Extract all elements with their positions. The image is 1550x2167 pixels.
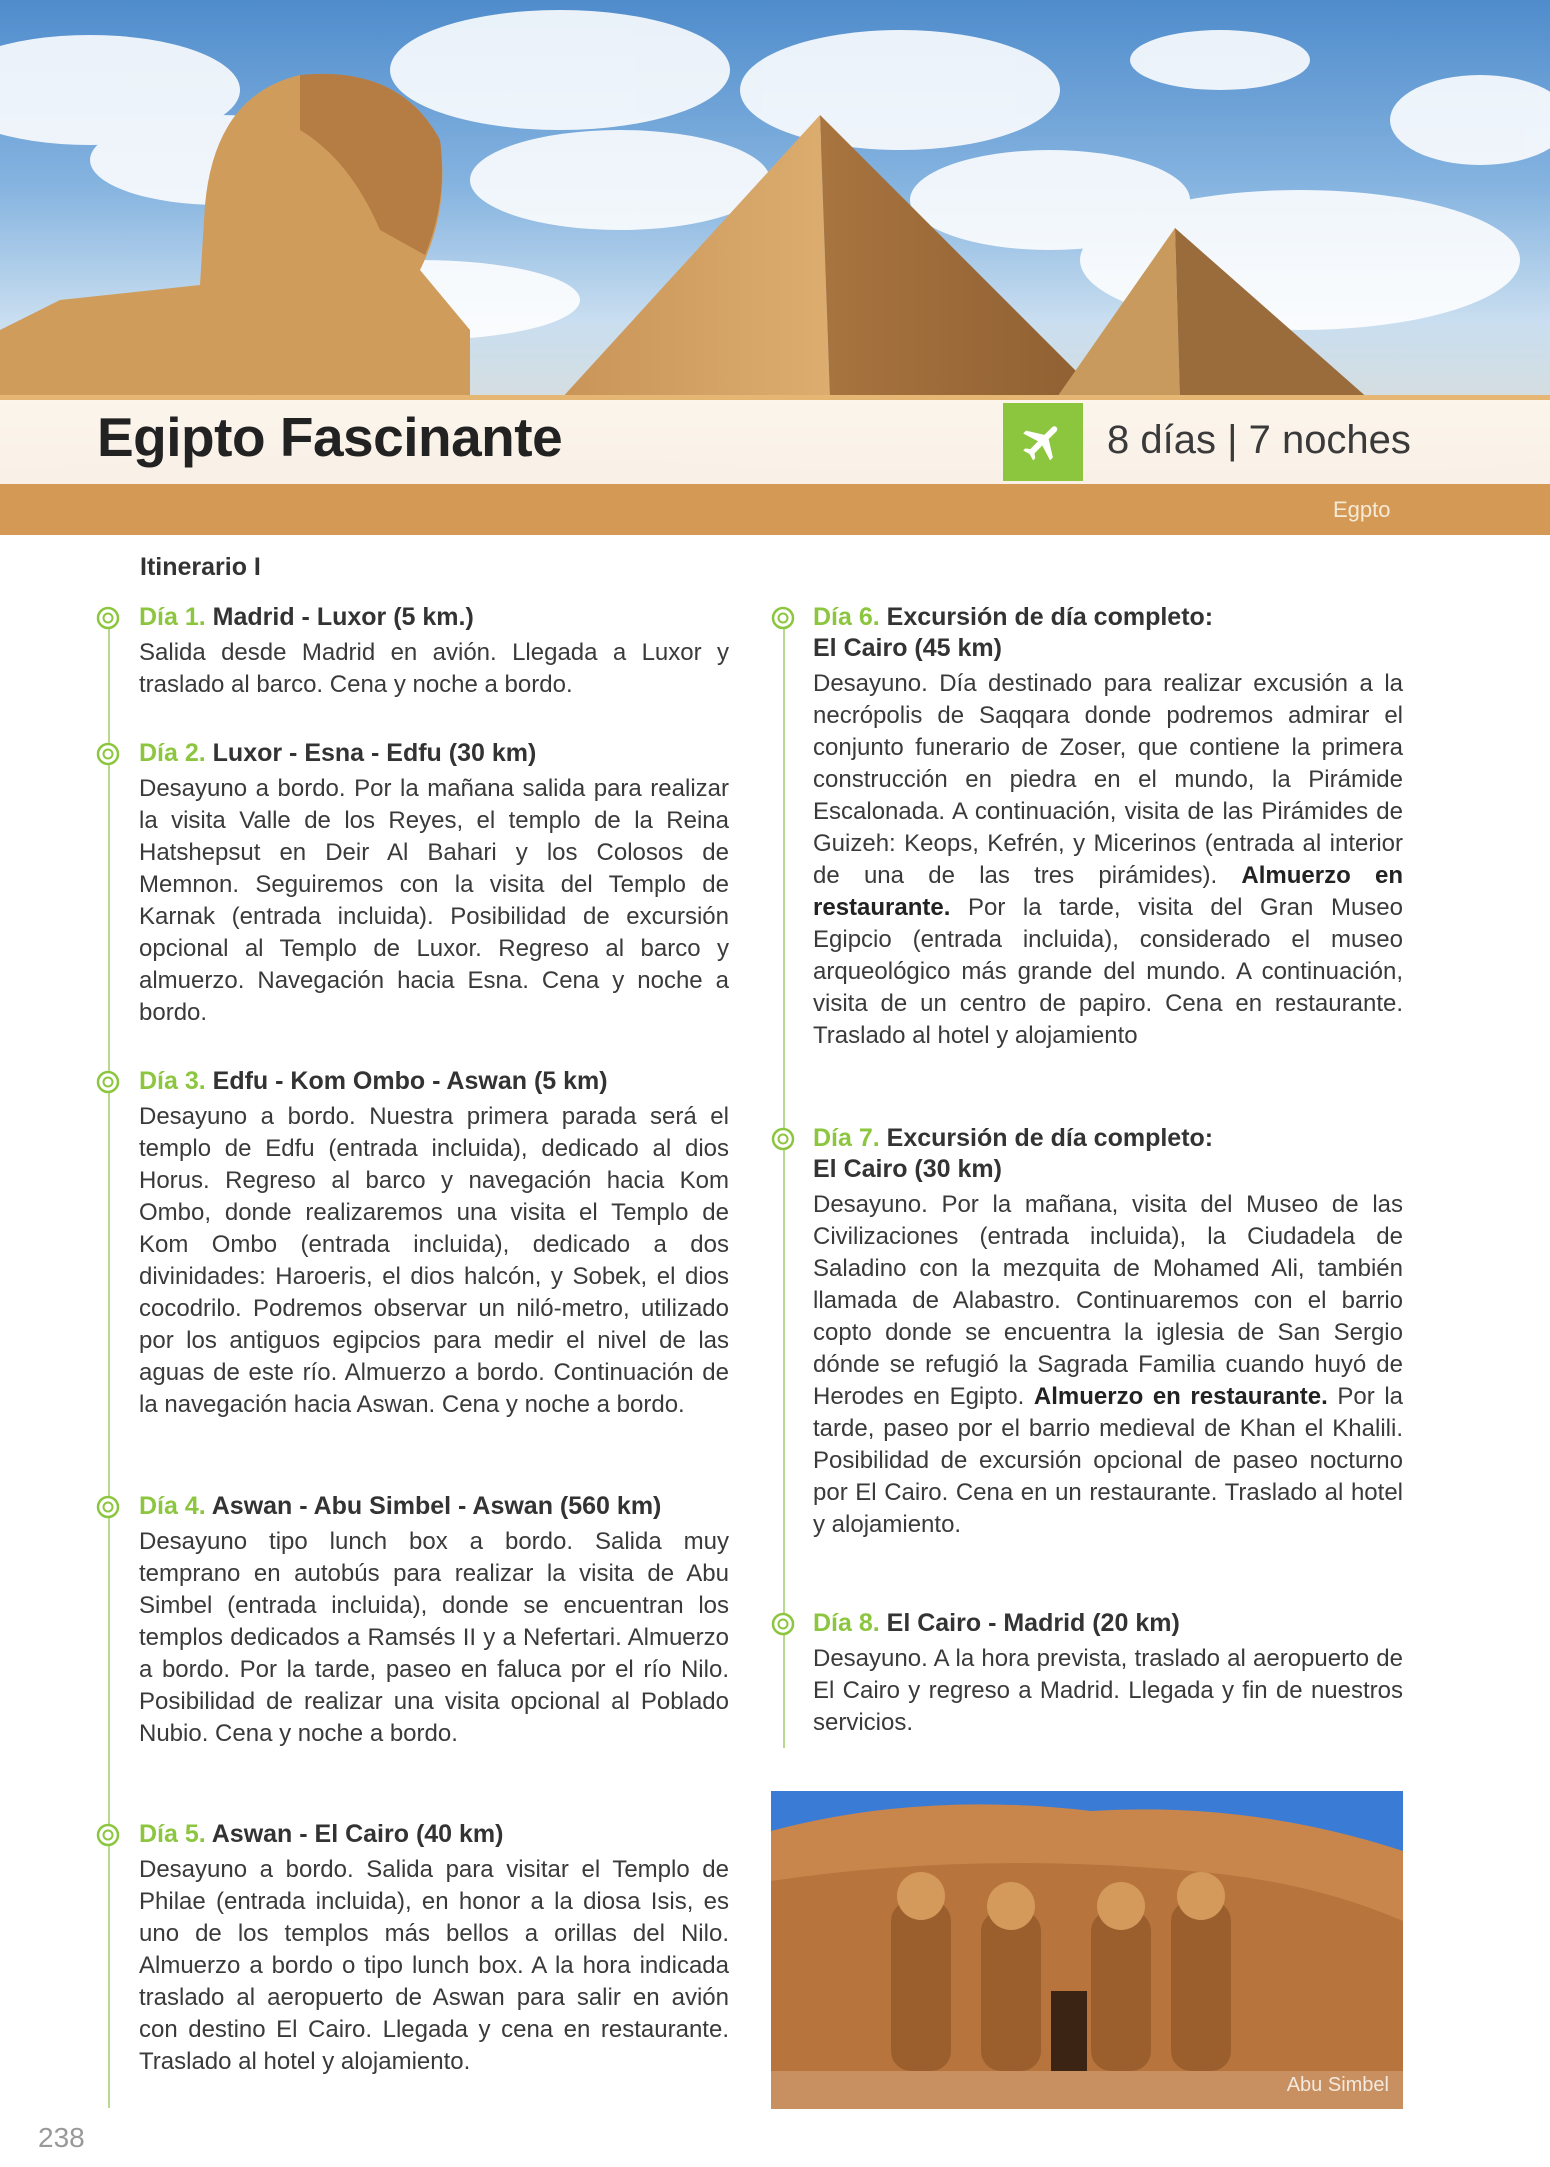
day-title: Luxor - Esna - Edfu (30 km) <box>212 739 537 767</box>
day-bullet-icon <box>771 1612 795 1636</box>
day-number: Día 8. <box>813 1609 880 1637</box>
day-4 <box>139 1491 729 1750</box>
day-5 <box>139 1819 729 2078</box>
day-bullet-icon <box>96 606 120 630</box>
day-description: Desayuno tipo lunch box a bordo. Salida muy temprano en autobús para realizar la visita de Abu Simbel (entrada incluida), donde se encuentran los templos dedicados a Ramsés II y a Nefertari. Almuerzo a bordo. Por la tarde, paseo en faluca por el río Nilo. Posibilidad de realizar una visita opcional al Poblado Nubio. Cena y noche a bordo. <box>139 1528 729 1747</box>
abu-simbel-photo <box>771 1791 1403 2109</box>
day-title: Aswan - El Cairo (40 km) <box>211 1820 504 1848</box>
day-title: Excursión de día completo: <box>886 1124 1214 1152</box>
day-heading <box>813 602 1403 633</box>
photo-caption: Abu Simbel <box>1286 2074 1389 2096</box>
day-description: Desayuno. A la hora prevista, traslado al aeropuerto de El Cairo y regreso a Madrid. Llegada y fin de nuestros servicios. <box>813 1645 1403 1736</box>
day-number: Día 4. <box>139 1492 206 1520</box>
day-description: Desayuno. Día destinado para realizar excusión a la necrópolis de Saqqara donde podremos admirar el conjunto funerario de Zoser, que contiene la primera construcción en piedra en el mundo, la Pirámide Escalonada. A continuación, visita de las Pirámides de Guizeh: Keops, Kefrén, y Micerinos (entrada al interior de una de las tres pirámides). Almuerzo en restaurante. Por la tarde, visita del Gran Museo Egipcio (entrada incluida), considerado el museo arqueológico más grande del mundo. A continuación, visita de un centro de papiro. Cena en restaurante. Traslado al hotel y alojamiento <box>813 670 1403 1049</box>
day-3 <box>139 1066 729 1421</box>
plane-icon <box>1019 418 1067 466</box>
day-heading <box>813 1123 1403 1154</box>
day-bullet-icon <box>96 742 120 766</box>
day-description: Desayuno a bordo. Salida para visitar el Templo de Philae (entrada incluida), en honor a la diosa Isis, es uno de los templos más bellos a orillas del Nilo. Almuerzo a bordo o tipo lunch box. A la hora indicada traslado al aeropuerto de Aswan para salir en avión con destino El Cairo. Llegada y cena en restaurante. Traslado al hotel y alojamiento. <box>139 1856 729 2075</box>
day-heading <box>139 1491 729 1522</box>
day-bullet-icon <box>96 1495 120 1519</box>
day-number: Día 7. <box>813 1124 880 1152</box>
day-2 <box>139 738 729 1029</box>
plane-badge <box>1003 403 1083 481</box>
day-bullet-icon <box>96 1823 120 1847</box>
day-description: Desayuno a bordo. Nuestra primera parada será el templo de Edfu (entrada incluida), dedicado al dios Horus. Regreso al barco y navegación hacia Kom Ombo, donde realizaremos una visita el Templo de Kom Ombo (entrada incluida), dedicado a dos divinidades: Haroeris, el dios halcón, y Sobek, el dios cocodrilo. Podremos observar un niló-metro, utilizado por los antiguos egipcios para medir el nivel de las aguas de este río. Almuerzo a bordo. Continuación de la navegación hacia Aswan. Cena y noche a bordo. <box>139 1103 729 1418</box>
itinerary-heading: Itinerario I <box>140 553 261 581</box>
day-bullet-icon <box>771 1127 795 1151</box>
day-title: Madrid - Luxor (5 km.) <box>212 603 474 631</box>
temple-illustration <box>771 1791 1403 2109</box>
day-number: Día 6. <box>813 603 880 631</box>
day-number: Día 1. <box>139 603 206 631</box>
timeline-rail-right <box>783 628 785 1748</box>
day-number: Día 5. <box>139 1820 206 1848</box>
day-description: Desayuno a bordo. Por la mañana salida para realizar la visita Valle de los Reyes, el templo de la Reina Hatshepsut en Deir Al Bahari y los Colosos de Memnon. Seguiremos con la visita del Templo de Karnak (entrada incluida). Posibilidad de excursión opcional al Templo de Luxor. Regreso al barco y almuerzo. Navegación hacia Esna. Cena y noche a bordo. <box>139 775 729 1026</box>
day-bullet-icon <box>771 606 795 630</box>
day-7 <box>813 1123 1403 1541</box>
day-title: Excursión de día completo: <box>886 603 1214 631</box>
day-8 <box>813 1608 1403 1739</box>
day-title: El Cairo - Madrid (20 km) <box>886 1609 1180 1637</box>
day-heading <box>139 1819 729 1850</box>
page-number: 238 <box>38 2122 85 2153</box>
day-number: Día 2. <box>139 739 206 767</box>
day-title: Aswan - Abu Simbel - Aswan (560 km) <box>211 1492 662 1520</box>
day-heading <box>139 602 729 633</box>
day-heading <box>813 1608 1403 1639</box>
timeline-rail-left <box>108 628 110 2108</box>
region-label: Egpto <box>1333 497 1391 522</box>
day-subtitle: El Cairo (45 km) <box>813 634 1002 662</box>
page-title: Egipto Fascinante <box>97 406 563 468</box>
trip-duration: 8 días | 7 noches <box>1107 418 1411 462</box>
day-subtitle: El Cairo (30 km) <box>813 1155 1002 1183</box>
day-description: Desayuno. Por la mañana, visita del Museo de las Civilizaciones (entrada incluida), la Ciudadela de Saladino con la mezquita de Mohamed Ali, también llamada de Alabastro. Continuaremos con el barrio copto donde se encuentra la iglesia de San Sergio dónde se refugió la Sagrada Familia cuando huyó de Herodes en Egipto. Almuerzo en restaurante. Por la tarde, paseo por el barrio medieval de Khan el Khalili. Posibilidad de excursión opcional de paseo nocturno por El Cairo. Cena en un restaurante. Traslado al hotel y alojamiento. <box>813 1191 1404 1538</box>
day-1 <box>139 602 729 701</box>
day-description: Salida desde Madrid en avión. Llegada a Luxor y traslado al barco. Cena y noche a bordo. <box>139 639 729 698</box>
day-bullet-icon <box>96 1070 120 1094</box>
day-title: Edfu - Kom Ombo - Aswan (5 km) <box>212 1067 608 1095</box>
day-6 <box>813 602 1403 1052</box>
day-number: Día 3. <box>139 1067 206 1095</box>
day-heading <box>139 738 729 769</box>
day-heading <box>139 1066 729 1097</box>
